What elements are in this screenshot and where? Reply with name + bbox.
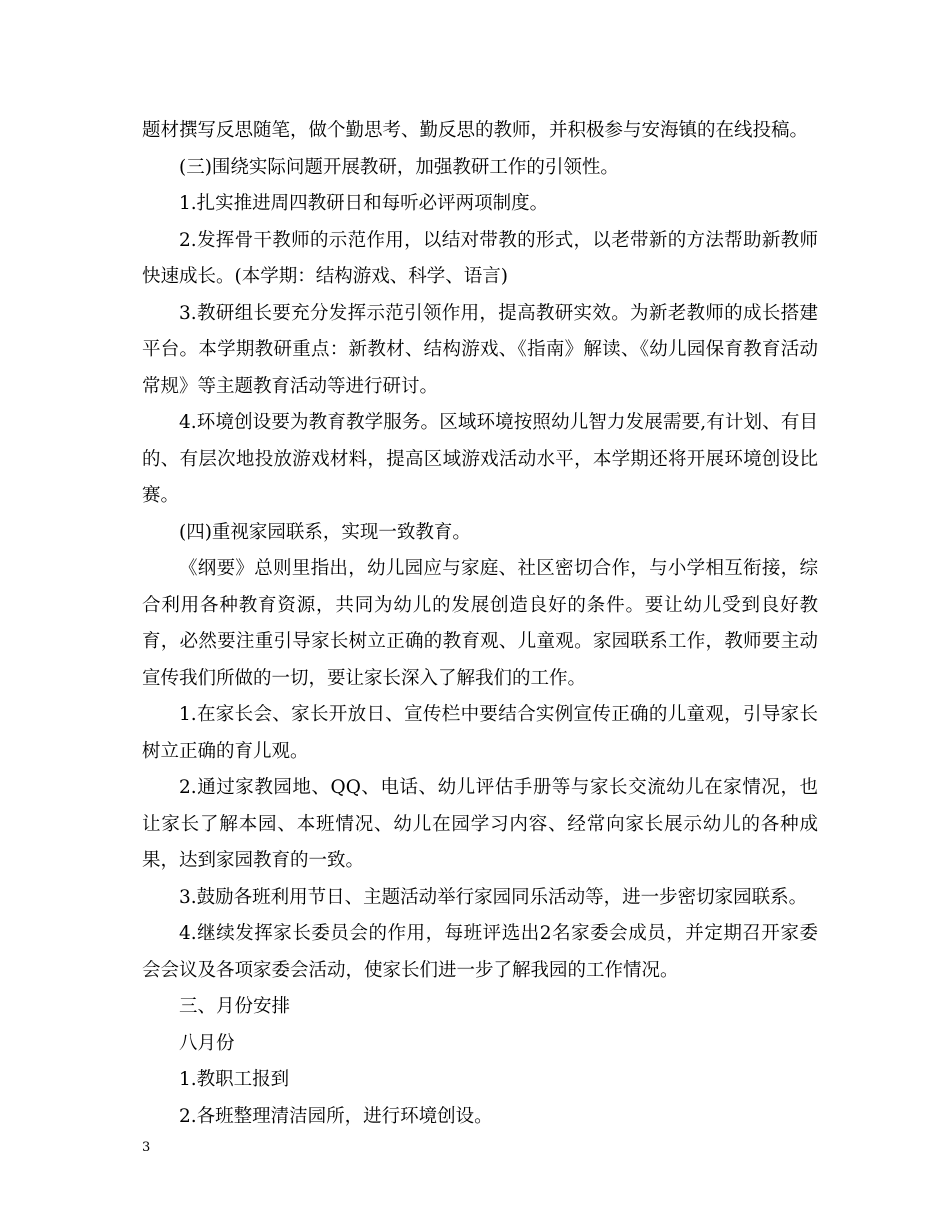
list-item: 2.各班整理清洁园所，进行环境创设。 <box>179 1105 493 1127</box>
page-number: 3 <box>142 1140 151 1155</box>
list-item: 1.在家长会、家长开放日、宣传栏中要结合实例宣传正确的儿童观，引导家长树立正确的育儿观。 <box>142 704 818 762</box>
list-item: 4.继续发挥家长委员会的作用，每班评选出2名家委会成员，并定期召开家委会会议及各项家委会活动，使家长们进一步了解我园的工作情况。 <box>142 923 818 981</box>
list-item: 3.鼓励各班利用节日、主题活动举行家园同乐活动等，进一步密切家园联系。 <box>179 886 808 908</box>
list-item: 1.扎实推进周四教研日和每听必评两项制度。 <box>179 193 549 214</box>
document-body <box>142 113 818 1135</box>
list-item: 2.发挥骨干教师的示范作用，以结对带教的形式，以老带新的方法帮助新教师快速成长。(本学期：结构游戏、科学、语言) <box>142 229 818 287</box>
paragraph: 题材撰写反思随笔，做个勤思考、勤反思的教师，并积极参与安海镇的在线投稿。 <box>142 120 809 141</box>
month-heading: 八月份 <box>179 1032 235 1054</box>
paragraph: 《纲要》总则里指出，幼儿园应与家庭、社区密切合作，与小学相互衔接，综合利用各种教育资源，共同为幼儿的发展创造良好的条件。要让幼儿受到良好教育，必然要注重引导家长树立正确的教育观、儿童观。家园联系工作，教师要主动宣传我们所做的一切，要让家长深入了解我们的工作。 <box>142 558 818 689</box>
list-item: 4.环境创设要为教育教学服务。区域环境按照幼儿智力发展需要,有计划、有目的、有层次地投放游戏材料，提高区域游戏活动水平，本学期还将开展环境创设比赛。 <box>142 412 818 506</box>
list-item: 3.教研组长要充分发挥示范引领作用，提高教研实效。为新老教师的成长搭建平台。本学期教研重点：新教材、结构游戏、《指南》解读、《幼儿园保育教育活动常规》等主题教育活动等进行研讨。 <box>142 302 818 397</box>
list-item: 1.教职工报到 <box>179 1069 290 1090</box>
section-heading-monthly: 三、月份安排 <box>179 996 291 1017</box>
list-item: 2.通过家教园地、QQ、电话、幼儿评估手册等与家长交流幼儿在家情况，也让家长了解本园、本班情况、幼儿在园学习内容、经常向家长展示幼儿的各种成果，达到家园教育的一致。 <box>142 777 818 871</box>
section-heading-4: (四)重视家园联系，实现一致教育。 <box>179 521 471 543</box>
section-heading-3: (三)围绕实际问题开展教研，加强教研工作的引领性。 <box>179 156 619 178</box>
